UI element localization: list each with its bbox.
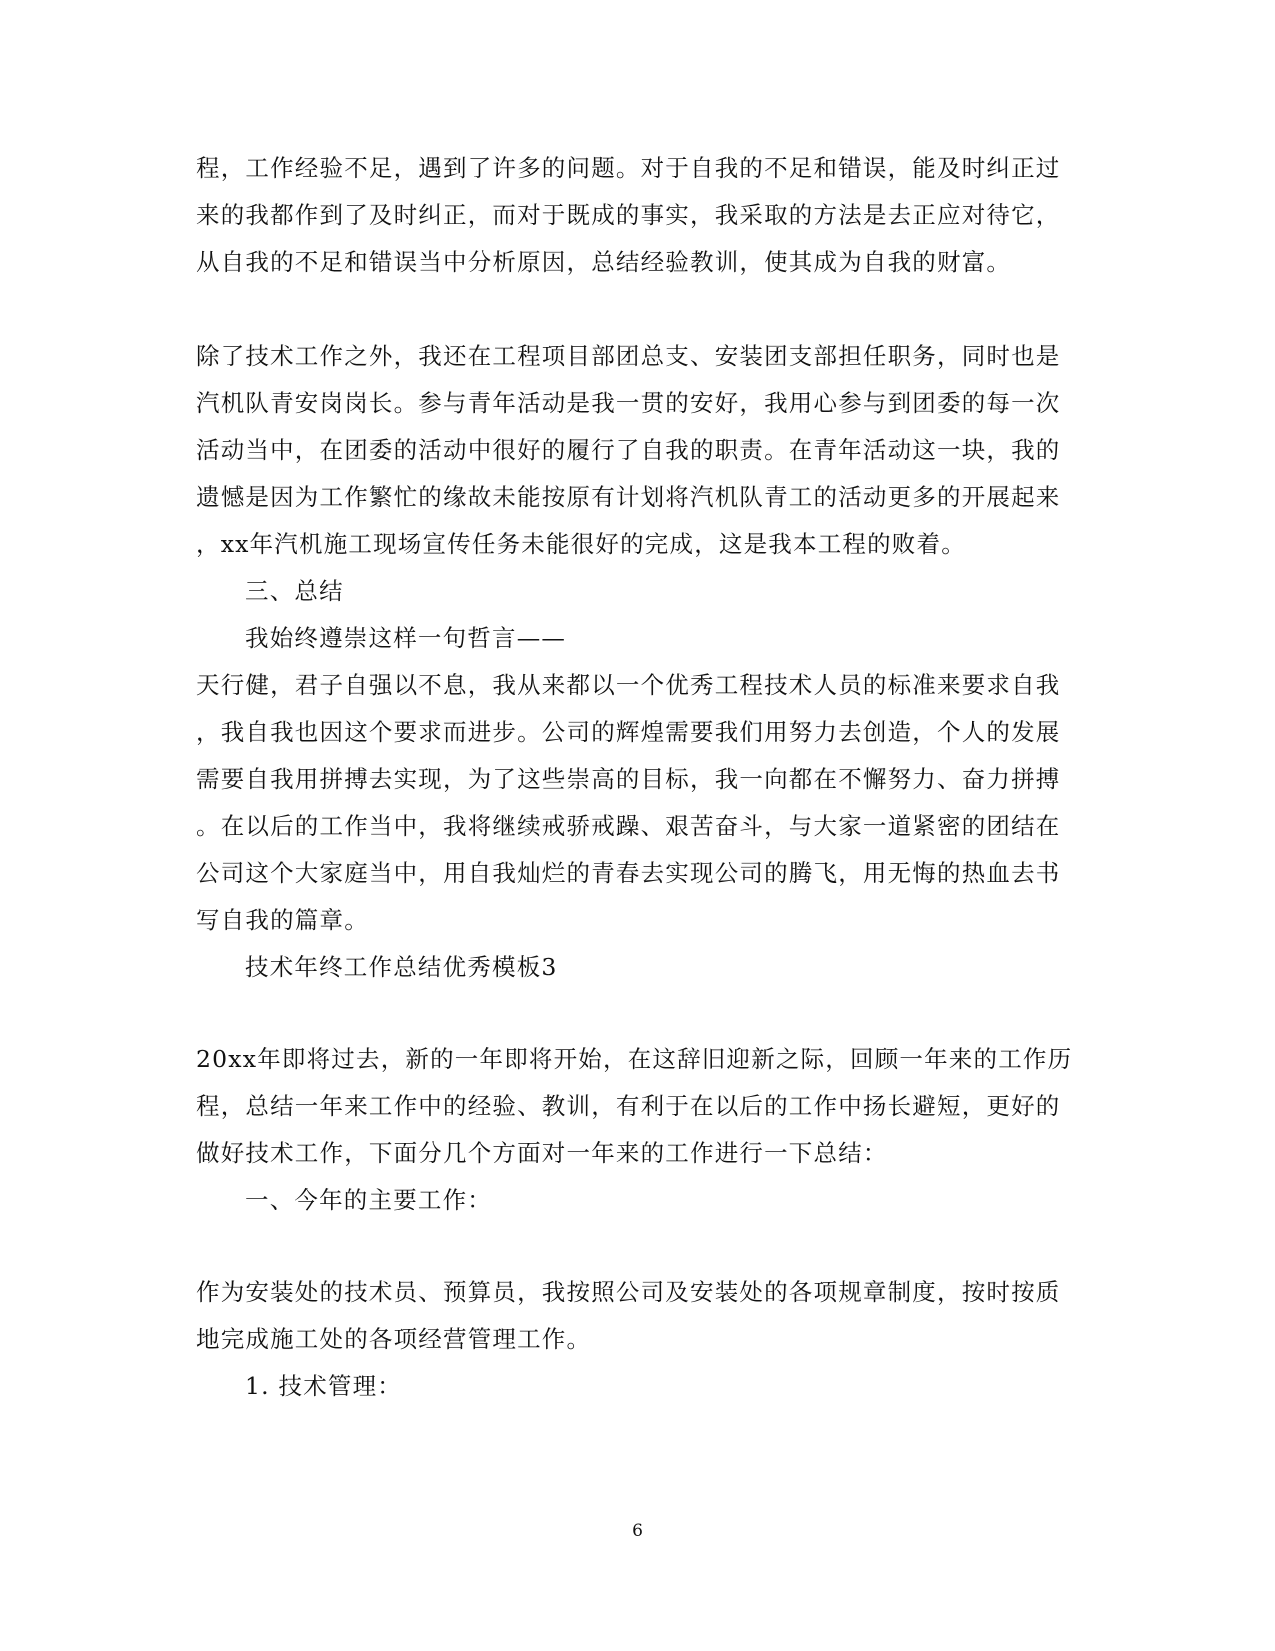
body-text-line: 天行健，君子自强以不息，我从来都以一个优秀工程技术人员的标准来要求自我	[196, 671, 1061, 699]
body-text-line: 做好技术工作，下面分几个方面对一年来的工作进行一下总结：	[196, 1139, 888, 1167]
body-text-line: 从自我的不足和错误当中分析原因，总结经验教训，使其成为自我的财富。	[196, 248, 1012, 276]
body-text-line: 我始终遵崇这样一句哲言——	[245, 624, 567, 652]
body-text-line: 公司这个大家庭当中，用自我灿烂的青春去实现公司的腾飞，用无悔的热血去书	[196, 859, 1061, 887]
body-text-line: ，xx年汽机施工现场宣传任务未能很好的完成，这是我本工程的败着。	[196, 530, 966, 558]
body-text-line: 地完成施工处的各项经营管理工作。	[196, 1325, 592, 1353]
body-text-line: 程，工作经验不足，遇到了许多的问题。对于自我的不足和错误，能及时纠正过	[196, 154, 1061, 182]
section-heading: 一、今年的主要工作：	[245, 1186, 492, 1214]
body-text-line: 遗憾是因为工作繁忙的缘故未能按原有计划将汽机队青工的活动更多的开展起来	[196, 483, 1061, 511]
body-text-line: 写自我的篇章。	[196, 906, 369, 934]
body-text-line: 来的我都作到了及时纠正，而对于既成的事实，我采取的方法是去正应对待它，	[196, 201, 1061, 229]
body-text-line: 需要自我用拼搏去实现，为了这些崇高的目标，我一向都在不懈努力、奋力拼搏	[196, 765, 1061, 793]
page-number: 6	[632, 1521, 643, 1541]
body-text-line: 汽机队青安岗岗长。参与青年活动是我一贯的安好，我用心参与到团委的每一次	[196, 389, 1061, 417]
body-text-line: 程，总结一年来工作中的经验、教训，有利于在以后的工作中扬长避短，更好的	[196, 1092, 1061, 1120]
section-heading: 三、总结	[245, 577, 344, 605]
subsection-heading: 1. 技术管理：	[245, 1372, 402, 1400]
document-subtitle: 技术年终工作总结优秀模板3	[245, 953, 558, 981]
body-text-line: ，我自我也因这个要求而进步。公司的辉煌需要我们用努力去创造，个人的发展	[196, 718, 1061, 746]
body-text-line: 活动当中，在团委的活动中很好的履行了自我的职责。在青年活动这一块，我的	[196, 436, 1061, 464]
body-text-line: 作为安装处的技术员、预算员，我按照公司及安装处的各项规章制度，按时按质	[196, 1278, 1061, 1306]
body-text-line: 。在以后的工作当中，我将继续戒骄戒躁、艰苦奋斗，与大家一道紧密的团结在	[196, 812, 1061, 840]
body-text-line: 20xx年即将过去，新的一年即将开始，在这辞旧迎新之际，回顾一年来的工作历	[196, 1045, 1073, 1073]
body-text-line: 除了技术工作之外，我还在工程项目部团总支、安装团支部担任职务，同时也是	[196, 342, 1061, 370]
